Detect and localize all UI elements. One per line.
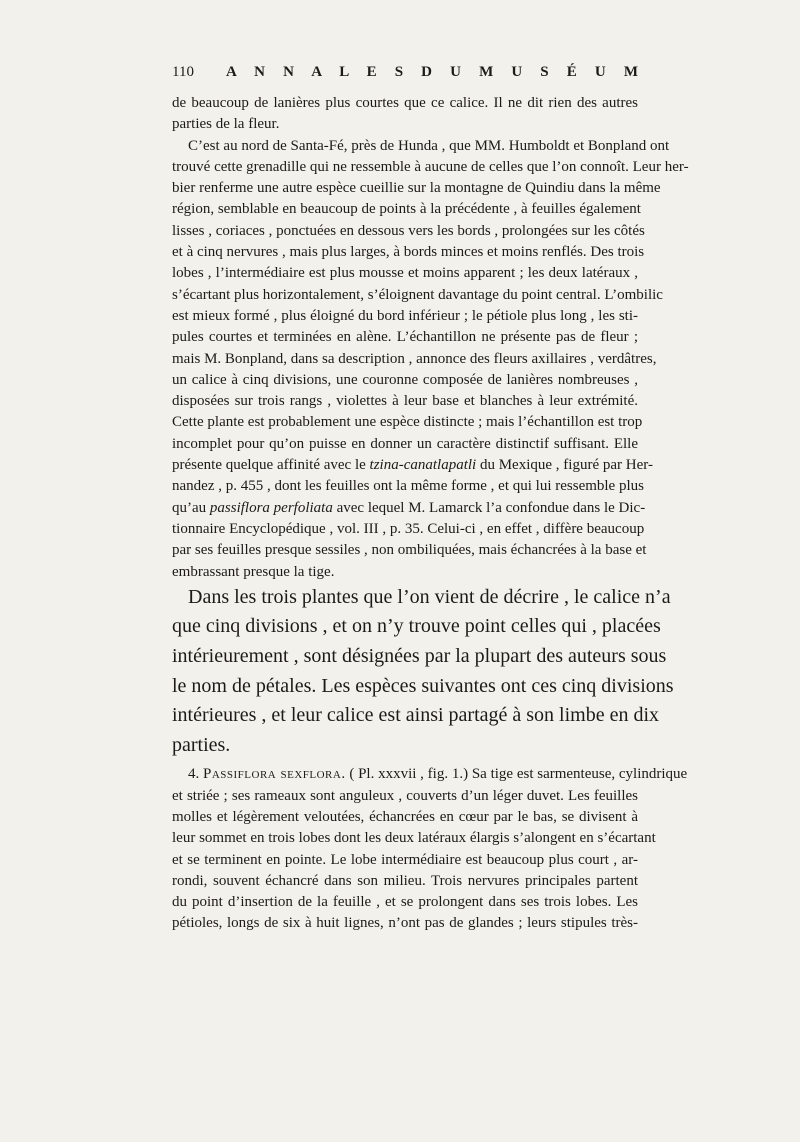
text-line: pules courtes et terminées en alène. L’échantillon ne présente pas de fleur ; <box>172 329 638 346</box>
text-line: région, semblable en beaucoup de points à la précédente , à feuilles également <box>172 201 641 218</box>
text-line: que cinq divisions , et on n’y trouve point celles qui , placées <box>172 615 661 638</box>
text-line: trouvé cette grenadille qui ne ressemble à aucune de celles que l’on connoît. Leur her- <box>172 158 689 175</box>
text-line <box>172 498 646 519</box>
page-number: 110 <box>172 64 194 80</box>
text-line: et à cinq nervures , mais plus larges, à bords minces et moins renflés. Des trois <box>172 244 645 261</box>
text-line: parties. <box>172 733 231 756</box>
text-line: leur sommet en trois lobes dont les deux latéraux élargis s’alongent en s’écartant <box>172 830 656 847</box>
text-run: présente quelque affinité avec le <box>172 457 366 474</box>
text-line: pétioles, longs de six à huit lignes, n’ont pas de glandes ; leurs stipules très- <box>172 915 638 932</box>
text-line: disposées sur trois rangs , violettes à leur base et blanches à leur extrémité. <box>172 393 638 410</box>
text-line: un calice à cinq divisions, une couronne composée de lanières nombreuses , <box>172 371 638 388</box>
text-line: et striée ; ses rameaux sont anguleux , couverts d’un léger duvet. Les feuilles <box>172 787 638 804</box>
text-line: tionnaire Encyclopédique , vol. III , p. 35. Celui-ci , en effet , diffère beaucoup <box>172 520 645 537</box>
text-line: embrassant presque la tige. <box>172 563 335 580</box>
text-line: parties de la fleur. <box>172 116 280 133</box>
text-line: s’écartant plus horizontalement, s’éloignent davantage du point central. L’ombilic <box>172 286 663 303</box>
text-line: nandez , p. 455 , dont les feuilles ont la même forme , et qui lui ressemble plus <box>172 478 644 495</box>
italic-term: tzina-canatlapatli <box>369 457 477 474</box>
text-run: qu’au <box>172 499 210 516</box>
text-run: du Mexique , figuré par Her- <box>476 457 653 474</box>
large-paragraph <box>172 583 674 761</box>
text-line: bier renferme une autre espèce cueillie sur la montagne de Quindiu dans la même <box>172 180 661 197</box>
body-text <box>172 93 689 935</box>
text-line: rondi, souvent échancré dans son milieu. Trois nervures principales partent <box>172 872 638 889</box>
text-line: est mieux formé , plus éloigné du bord inférieur ; le pétiole plus long , les sti- <box>172 307 638 324</box>
text-line: et se terminent en pointe. Le lobe intermédiaire est beaucoup plus court , ar- <box>172 851 638 868</box>
italic-term: passiflora perfoliata <box>209 499 333 516</box>
text-line: intérieurement , sont désignées par la plupart des auteurs sous <box>172 645 667 668</box>
text-line <box>172 764 688 785</box>
text-line: de beaucoup de lanières plus courtes que ce calice. Il ne dit rien des autres <box>172 95 638 111</box>
species-name: Passiflora sexflora. <box>203 766 346 783</box>
text-line: le nom de pétales. Les espèces suivantes ont ces cinq divisions <box>172 674 674 697</box>
running-title: A N N A L E S D U M U S É U M <box>226 64 638 80</box>
text-line: du point d’insertion de la feuille , et se prolongent dans ses trois lobes. Les <box>172 894 638 911</box>
section-number: 4. <box>188 766 200 783</box>
text-run: avec lequel M. Lamarck l’a confondue dans le Dic- <box>332 499 646 516</box>
text-line: lisses , coriaces , ponctuées en dessous vers les bords , prolongées sur les côtés <box>172 222 645 239</box>
text-line: lobes , l’intermédiaire est plus mousse et moins apparent ; les deux latéraux , <box>172 265 638 282</box>
text-run: ( Pl. xxxvii , fig. 1.) Sa tige est sarmenteuse, cylindrique <box>345 766 688 783</box>
text-line: Cette plante est probablement une espèce distincte ; mais l’échantillon est trop <box>172 414 643 431</box>
text-line: intérieures , et leur calice est ainsi partagé à son limbe en dix <box>172 704 660 727</box>
text-line: par ses feuilles presque sessiles , non ombiliquées, mais échancrées à la base et <box>172 542 647 559</box>
text-line: Dans les trois plantes que l’on vient de décrire , le calice n’a <box>188 585 671 608</box>
text-line: molles et légèrement veloutées, échancrées en cœur par le bas, se divisent à <box>172 808 638 825</box>
text-line: C’est au nord de Santa-Fé, près de Hunda , que MM. Humboldt et Bonpland ont <box>188 137 670 154</box>
text-line <box>172 455 653 476</box>
page-header <box>172 64 638 84</box>
text-line: incomplet pour qu’on puisse en donner un caractère distinctif suffisant. Elle <box>172 435 638 452</box>
text-line: mais M. Bonpland, dans sa description , annonce des fleurs axillaires , verdâtres, <box>172 350 657 367</box>
